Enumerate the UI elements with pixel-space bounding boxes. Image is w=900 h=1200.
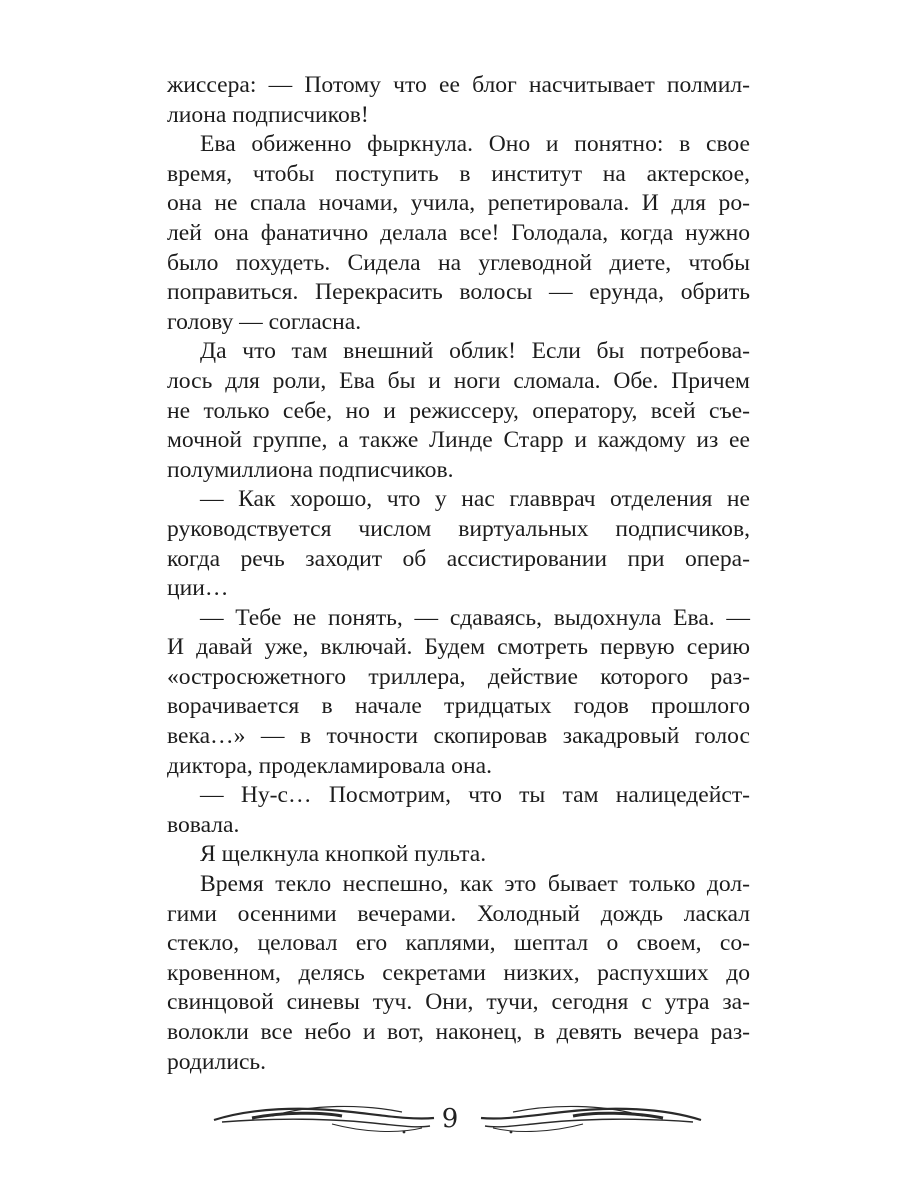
text-line: кровенном, делясь секретами низких, распухших до <box>167 959 750 986</box>
text-line: волокли все небо и вот, наконец, в девять вечера раз- <box>167 1019 750 1045</box>
text-line: время, чтобы поступить в институт на актерское, <box>167 160 750 187</box>
text-line: стекло, целовал его каплями, шептал о своем, со- <box>167 930 750 957</box>
page-number: 9 <box>441 1104 459 1134</box>
text-line: ции… <box>167 575 229 602</box>
text-line: когда речь заходит об ассистировании при опера- <box>167 545 750 572</box>
text-line: Я щелкнула кнопкой пульта. <box>200 841 487 868</box>
text-line: вовала. <box>167 811 240 838</box>
text-line: мочной группе, а также Линде Старр и каждому из ее <box>167 427 750 454</box>
page-body <box>167 71 750 1077</box>
page-footer <box>0 1098 900 1148</box>
text-line: поправиться. Перекрасить волосы — ерунда, обрить <box>167 279 750 306</box>
text-line: жиссера: — Потому что ее блог насчитывает полмил- <box>167 72 750 98</box>
text-line: — Ну-с… Посмотрим, что ты там налицедейст- <box>200 782 750 809</box>
text-line: диктора, продекламировала она. <box>167 752 492 779</box>
text-line: лей она фанатично делала все! Голодала, когда нужно <box>167 219 750 246</box>
text-line: не только себе, но и режиссеру, оператору, всей съе- <box>167 397 750 424</box>
text-line: она не спала ночами, учила, репетировала. И для ро- <box>167 190 750 217</box>
text-line: руководствуется числом виртуальных подписчиков, <box>167 515 750 542</box>
text-line: Время текло неспешно, как это бывает только дол- <box>200 871 750 898</box>
text-line: голову — согласна. <box>167 308 362 335</box>
text-line: гими осенними вечерами. Холодный дождь ласкал <box>167 900 750 927</box>
text-line: — Как хорошо, что у нас главврач отделения не <box>200 486 750 513</box>
text-line: века…» — в точности скопировав закадровый голос <box>167 723 750 750</box>
text-line: — Тебе не понять, — сдаваясь, выдохнула Ева. — <box>200 604 750 631</box>
text-line: полумиллиона подписчиков. <box>167 456 454 483</box>
text-line: ворачивается в начале тридцатых годов прошлого <box>167 693 750 720</box>
text-line: лиона подписчиков! <box>167 101 369 128</box>
text-line: Да что там внешний облик! Если бы потребова- <box>200 338 750 365</box>
text-line: лось для роли, Ева бы и ноги сломала. Обе. Причем <box>167 367 750 394</box>
flourish-right-icon <box>478 1098 703 1138</box>
text-line: родились. <box>167 1048 267 1075</box>
text-line: И давай уже, включай. Будем смотреть первую серию <box>167 634 750 661</box>
text-line: свинцовой синевы туч. Они, тучи, сегодня с утра за- <box>167 989 750 1016</box>
text-line: «остросюжетного триллера, действие которого раз- <box>167 663 750 690</box>
text-line: Ева обиженно фыркнула. Оно и понятно: в свое <box>200 131 750 158</box>
text-line: было похудеть. Сидела на углеводной диете, чтобы <box>167 249 750 276</box>
